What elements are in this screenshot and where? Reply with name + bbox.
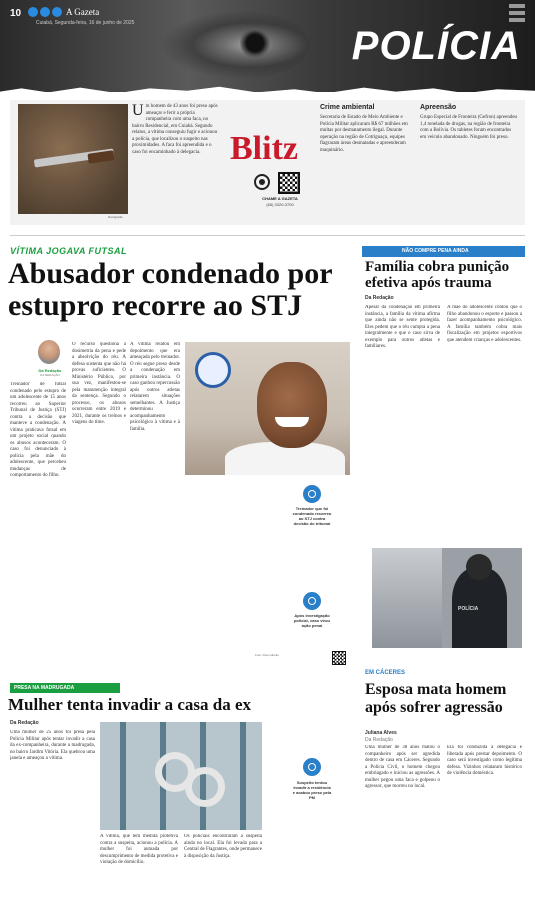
chame-label: CHAME A GAZETA bbox=[262, 196, 298, 201]
newspaper-logo-icon bbox=[28, 7, 62, 17]
divider bbox=[10, 235, 525, 236]
knife-handle bbox=[87, 150, 114, 164]
right-bottom-byline-role: Da Redação bbox=[365, 737, 393, 743]
bottom-story-byline: Da Redação bbox=[10, 720, 39, 726]
right-story-byline: Da Redação bbox=[365, 295, 394, 301]
eye-pupil bbox=[240, 28, 270, 58]
photo-credit: Foto: Reprodução bbox=[255, 653, 280, 657]
brief-column-3 bbox=[420, 104, 518, 141]
main-kicker: VÍTIMA JOGAVA FUTSAL bbox=[10, 246, 127, 256]
right-bottom-column-1: Uma mulher de 38 anos matou o companheiro após ser agredida dentro de casa em Cáceres. Segundo a Polícia Civil, o homem chegou embriagado e iniciou as agressões. A mulher pegou uma faca e golpeou o agressor, que morreu no local. bbox=[365, 745, 440, 789]
side-note-2: Após investigação policial, caso virou ação penal bbox=[293, 613, 330, 628]
main-story-photo bbox=[185, 342, 350, 475]
qr-code-icon bbox=[332, 651, 346, 665]
bottom-story-label: PRESA NA MADRUGADA bbox=[10, 683, 120, 693]
right-bottom-kicker: EM CÁCERES bbox=[365, 670, 406, 676]
main-story-column-3: A vítima relatou em depoimento que era ameaçada pelo treinador. O réu segue preso desde a condenação em primeira instância. O caso ganhou repercussão após outros atletas relatarem situações semelhantes. A Justiça determinou acompanhamento psicológico à vítima e à família. bbox=[130, 342, 180, 432]
page-number: 10 bbox=[10, 8, 22, 19]
main-story-column-2: O recurso questiona a dosimetria da pena e pede a absolvição do réu. A defesa sustenta que não há provas suficientes. O Ministério Público, por sua vez, manifestou-se pela manutenção integral da sentença. Segundo o processo, os abusos ocorreram entre 2019 e 2021, durante os treinos e viagens do time. bbox=[72, 342, 126, 425]
handcuffs-photo bbox=[100, 722, 262, 830]
handcuff-ring bbox=[185, 767, 225, 807]
brief-title-2: Crime ambiental bbox=[320, 104, 375, 111]
right-bottom-headline: Esposa mata homem após sofrer agressão bbox=[365, 681, 507, 716]
knife-photo bbox=[18, 104, 128, 214]
person-head bbox=[257, 362, 327, 448]
author-name: Da Redação bbox=[38, 368, 62, 373]
author-role: DA REDAÇÃO bbox=[40, 373, 60, 377]
brief-text-2: Secretaria de Estado de Meio Ambiente e Polícia Militar aplicaram R$ 67 milhões em multas por desmatamento ilegal. Durante operação na região de Cotriguaçu, equipes flagraram áreas desmatadas e apreenderam maquinário. bbox=[320, 115, 408, 153]
microphone-shape bbox=[195, 352, 231, 388]
author-avatar bbox=[38, 340, 60, 364]
dropcap: U bbox=[132, 102, 144, 119]
torn-edge bbox=[0, 82, 535, 92]
side-note-3: Suspeito tentou invadir a residência e acabou preso pela PM bbox=[292, 780, 332, 800]
right-story-label: NÃO COMPRE PENA AINDA bbox=[362, 246, 525, 257]
brief-column-1 bbox=[132, 104, 220, 156]
section-title: POLÍCIA bbox=[351, 24, 521, 68]
right-story-column-1: Apesar da condenação em primeira instância, a família da vítima afirma que ainda não se sente protegida. Eles pedem que o réu cumpra a pena integralmente e que o caso sirva de exemplo para outros atletas e familiares. bbox=[365, 305, 440, 349]
bottom-story-column-1: Uma mulher de 25 anos foi presa pela Polícia Militar após tentar invadir a casa da ex-companheira, durante a madrugada, no bairro Jardim Vitória. Ela quebrou uma janela e ameaçou a vítima. bbox=[10, 730, 95, 761]
officer-vest-text: POLÍCIA bbox=[458, 606, 479, 612]
right-story-column-2: A mãe do adolescente contou que o filho abandonou o esporte e passou a fazer acompanhamento psicológico. A família também cobra mais fiscalização em projetos esportivos que atendem crianças e adolescentes. bbox=[447, 305, 522, 343]
police-officer-photo bbox=[372, 548, 522, 648]
bottom-story-column-2: A vítima, que tem medida protetiva contra a suspeita, acionou a polícia. A mulher foi autuada por descumprimento de medida protetiva e violação de domicílio. bbox=[100, 834, 178, 865]
eye-illustration bbox=[160, 10, 310, 80]
info-icon bbox=[303, 592, 321, 610]
brief-column-2 bbox=[320, 104, 410, 154]
right-story-headline: Família cobra punição efetiva após trauma bbox=[365, 259, 510, 291]
info-icon bbox=[303, 758, 321, 776]
photo-credit: Divulgação bbox=[108, 215, 123, 219]
chame-number: (65) 3320-3700 bbox=[266, 202, 294, 207]
qr-code-icon bbox=[278, 172, 300, 194]
brief-text-3: Grupo Especial de Fronteira (Gefron) apreendeu 1,4 tonelada de drogas, na região de fronteira com a Bolívia. Os tabletes foram encontrados em veículo abandonado. Ninguém foi preso. bbox=[420, 115, 518, 140]
side-note-1: Treinador que foi condenado recorreu ao STJ contra decisão do tribunal bbox=[292, 506, 332, 526]
bottom-story-column-3: Os policiais encontraram a suspeita ainda no local. Ela foi levada para a Central de Flagrantes, onde permanece à disposição da Justiça. bbox=[184, 834, 262, 859]
corner-tabs bbox=[509, 4, 525, 22]
blitz-logo: Blitz bbox=[230, 130, 298, 167]
briefs-strip bbox=[10, 100, 525, 225]
main-story-column-1: Treinador de futsal condenado pelo estupro de um adolescente de 15 anos recorreu ao Superior Tribunal de Justiça (STJ) contra a decisão que manteve a condenação. A vítima praticava futsal em um projeto social quando os abusos aconteceram. O caso foi denunciado à polícia pela mãe do adolescente, que percebeu mudanças de comportamento do filho. bbox=[10, 382, 66, 478]
main-headline: Abusador condenado por estupro recorre ao STJ bbox=[8, 257, 332, 322]
right-bottom-column-2: Ela foi conduzida à delegacia e liberada após prestar depoimento. O caso será investigado como legítima defesa. Vizinhos relataram histórico de violência doméstica. bbox=[447, 745, 522, 776]
right-bottom-byline: Juliana Alves bbox=[365, 730, 397, 736]
bottom-story-headline: Mulher tenta invadir a casa da ex bbox=[8, 695, 252, 714]
brief-title-3: Apreensão bbox=[420, 104, 457, 111]
whatsapp-icon bbox=[254, 174, 270, 190]
masthead bbox=[0, 0, 535, 92]
brief-text-1: m homem de 43 anos foi preso após ameaçar e ferir a própria companheira com uma faca, no bairro Residencial, em Cuiabá. Segundo relatos, a vítima conseguiu fugir e acionou a polícia, que localizou o suspeito nas proximidades. A faca foi apreendida e o caso foi encaminhado à delegacia. bbox=[132, 104, 218, 155]
info-icon bbox=[303, 485, 321, 503]
dateline: Cuiabá, Segunda-feira, 16 de junho de 2025 bbox=[36, 20, 135, 26]
newspaper-name: A Gazeta bbox=[66, 7, 100, 17]
